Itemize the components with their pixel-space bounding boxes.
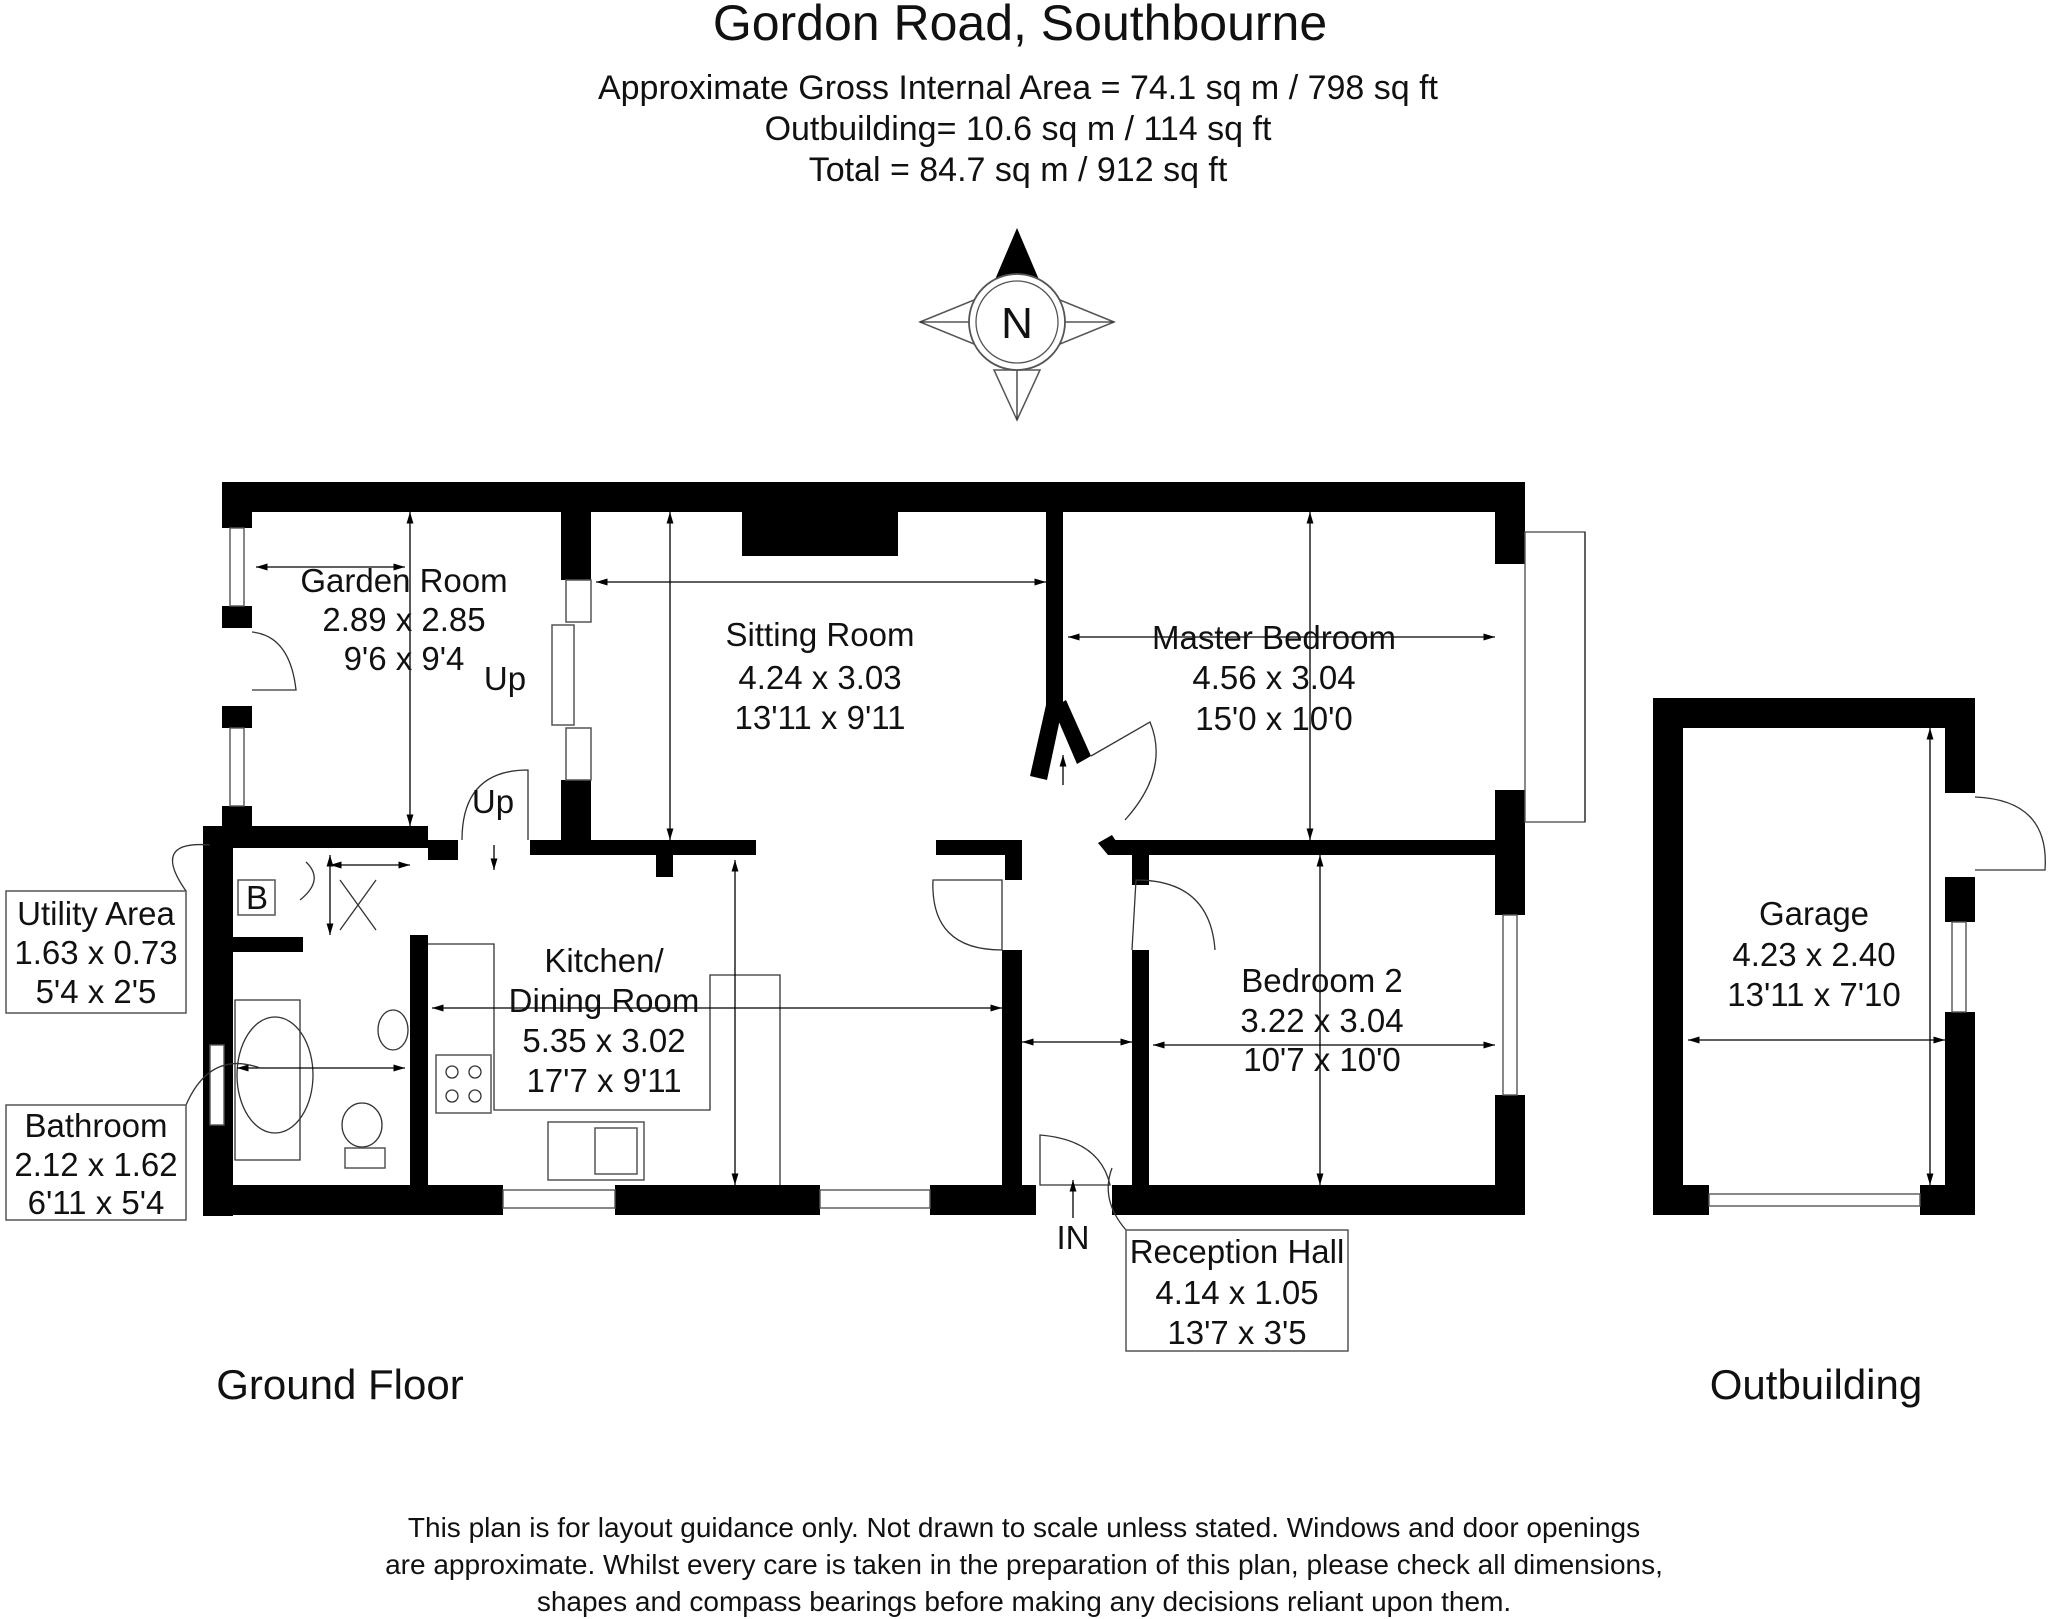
room-name: Sitting Room: [725, 616, 915, 653]
room-imperial: 5'4 x 2'5: [35, 973, 157, 1010]
room-bedroom-2: [1240, 962, 1403, 1078]
room-imperial: 10'7 x 10'0: [1243, 1041, 1401, 1078]
room-metric: 4.14 x 1.05: [1155, 1274, 1319, 1311]
room-kitchen-dining: [509, 942, 700, 1099]
room-name: Bathroom: [24, 1107, 168, 1144]
disclaimer-line-3: shapes and compass bearings before making any decisions reliant upon them.: [536, 1586, 1512, 1617]
room-metric: 4.56 x 3.04: [1192, 659, 1356, 696]
room-garage: [1727, 895, 1900, 1013]
room-metric: 2.89 x 2.85: [322, 601, 486, 638]
compass-north-label: N: [1001, 299, 1033, 348]
stairs-up-label-2: Up: [471, 783, 515, 820]
disclaimer-line-2: are approximate. Whilst every care is taken in the preparation of this plan, please check all dimensions,: [385, 1549, 1663, 1580]
room-metric: 5.35 x 3.02: [522, 1022, 686, 1059]
room-metric: 4.24 x 3.03: [738, 659, 902, 696]
room-imperial: 13'7 x 3'5: [1167, 1314, 1307, 1351]
outbuilding-area-line: Outbuilding= 10.6 sq m / 114 sq ft: [764, 110, 1272, 148]
room-name: Master Bedroom: [1152, 619, 1396, 656]
room-imperial: 9'6 x 9'4: [343, 640, 465, 677]
room-name: Utility Area: [17, 895, 175, 932]
room-name-line1: Kitchen/: [544, 942, 664, 979]
room-sitting-room: [726, 616, 915, 736]
boiler-label: B: [245, 879, 269, 916]
ground-floor-label: Ground Floor: [216, 1361, 464, 1408]
room-name: Garage: [1758, 895, 1870, 932]
room-name: Reception Hall: [1129, 1233, 1345, 1270]
room-imperial: 13'11 x 9'11: [734, 699, 906, 736]
room-garden-room: [300, 562, 507, 677]
room-imperial: 6'11 x 5'4: [27, 1184, 165, 1221]
room-imperial: 13'11 x 7'10: [1727, 976, 1901, 1013]
room-imperial: 15'0 x 10'0: [1195, 700, 1353, 737]
room-metric: 3.22 x 3.04: [1240, 1002, 1404, 1039]
internal-area-line: Approximate Gross Internal Area = 74.1 sq m / 798 sq ft: [597, 69, 1439, 107]
room-metric: 4.23 x 2.40: [1732, 936, 1896, 973]
room-name-line2: Dining Room: [508, 982, 700, 1019]
room-metric: 2.12 x 1.62: [14, 1146, 178, 1183]
stairs-up-label-1: Up: [483, 660, 527, 697]
disclaimer-line-1: This plan is for layout guidance only. Not drawn to scale unless stated. Windows and door openings: [407, 1512, 1641, 1543]
compass-rose-icon: [920, 228, 1114, 420]
room-master-bedroom: [1152, 619, 1396, 737]
room-imperial: 17'7 x 9'11: [526, 1062, 682, 1099]
outbuilding-label: Outbuilding: [1709, 1361, 1923, 1408]
entrance-label: IN: [1056, 1219, 1090, 1256]
room-name: Garden Room: [300, 562, 508, 599]
callout-utility-area: [6, 845, 210, 1013]
room-name: Bedroom 2: [1241, 962, 1403, 999]
total-area-line: Total = 84.7 sq m / 912 sq ft: [808, 151, 1228, 189]
plan-title: Gordon Road, Southbourne: [712, 0, 1328, 51]
room-metric: 1.63 x 0.73: [14, 934, 178, 971]
